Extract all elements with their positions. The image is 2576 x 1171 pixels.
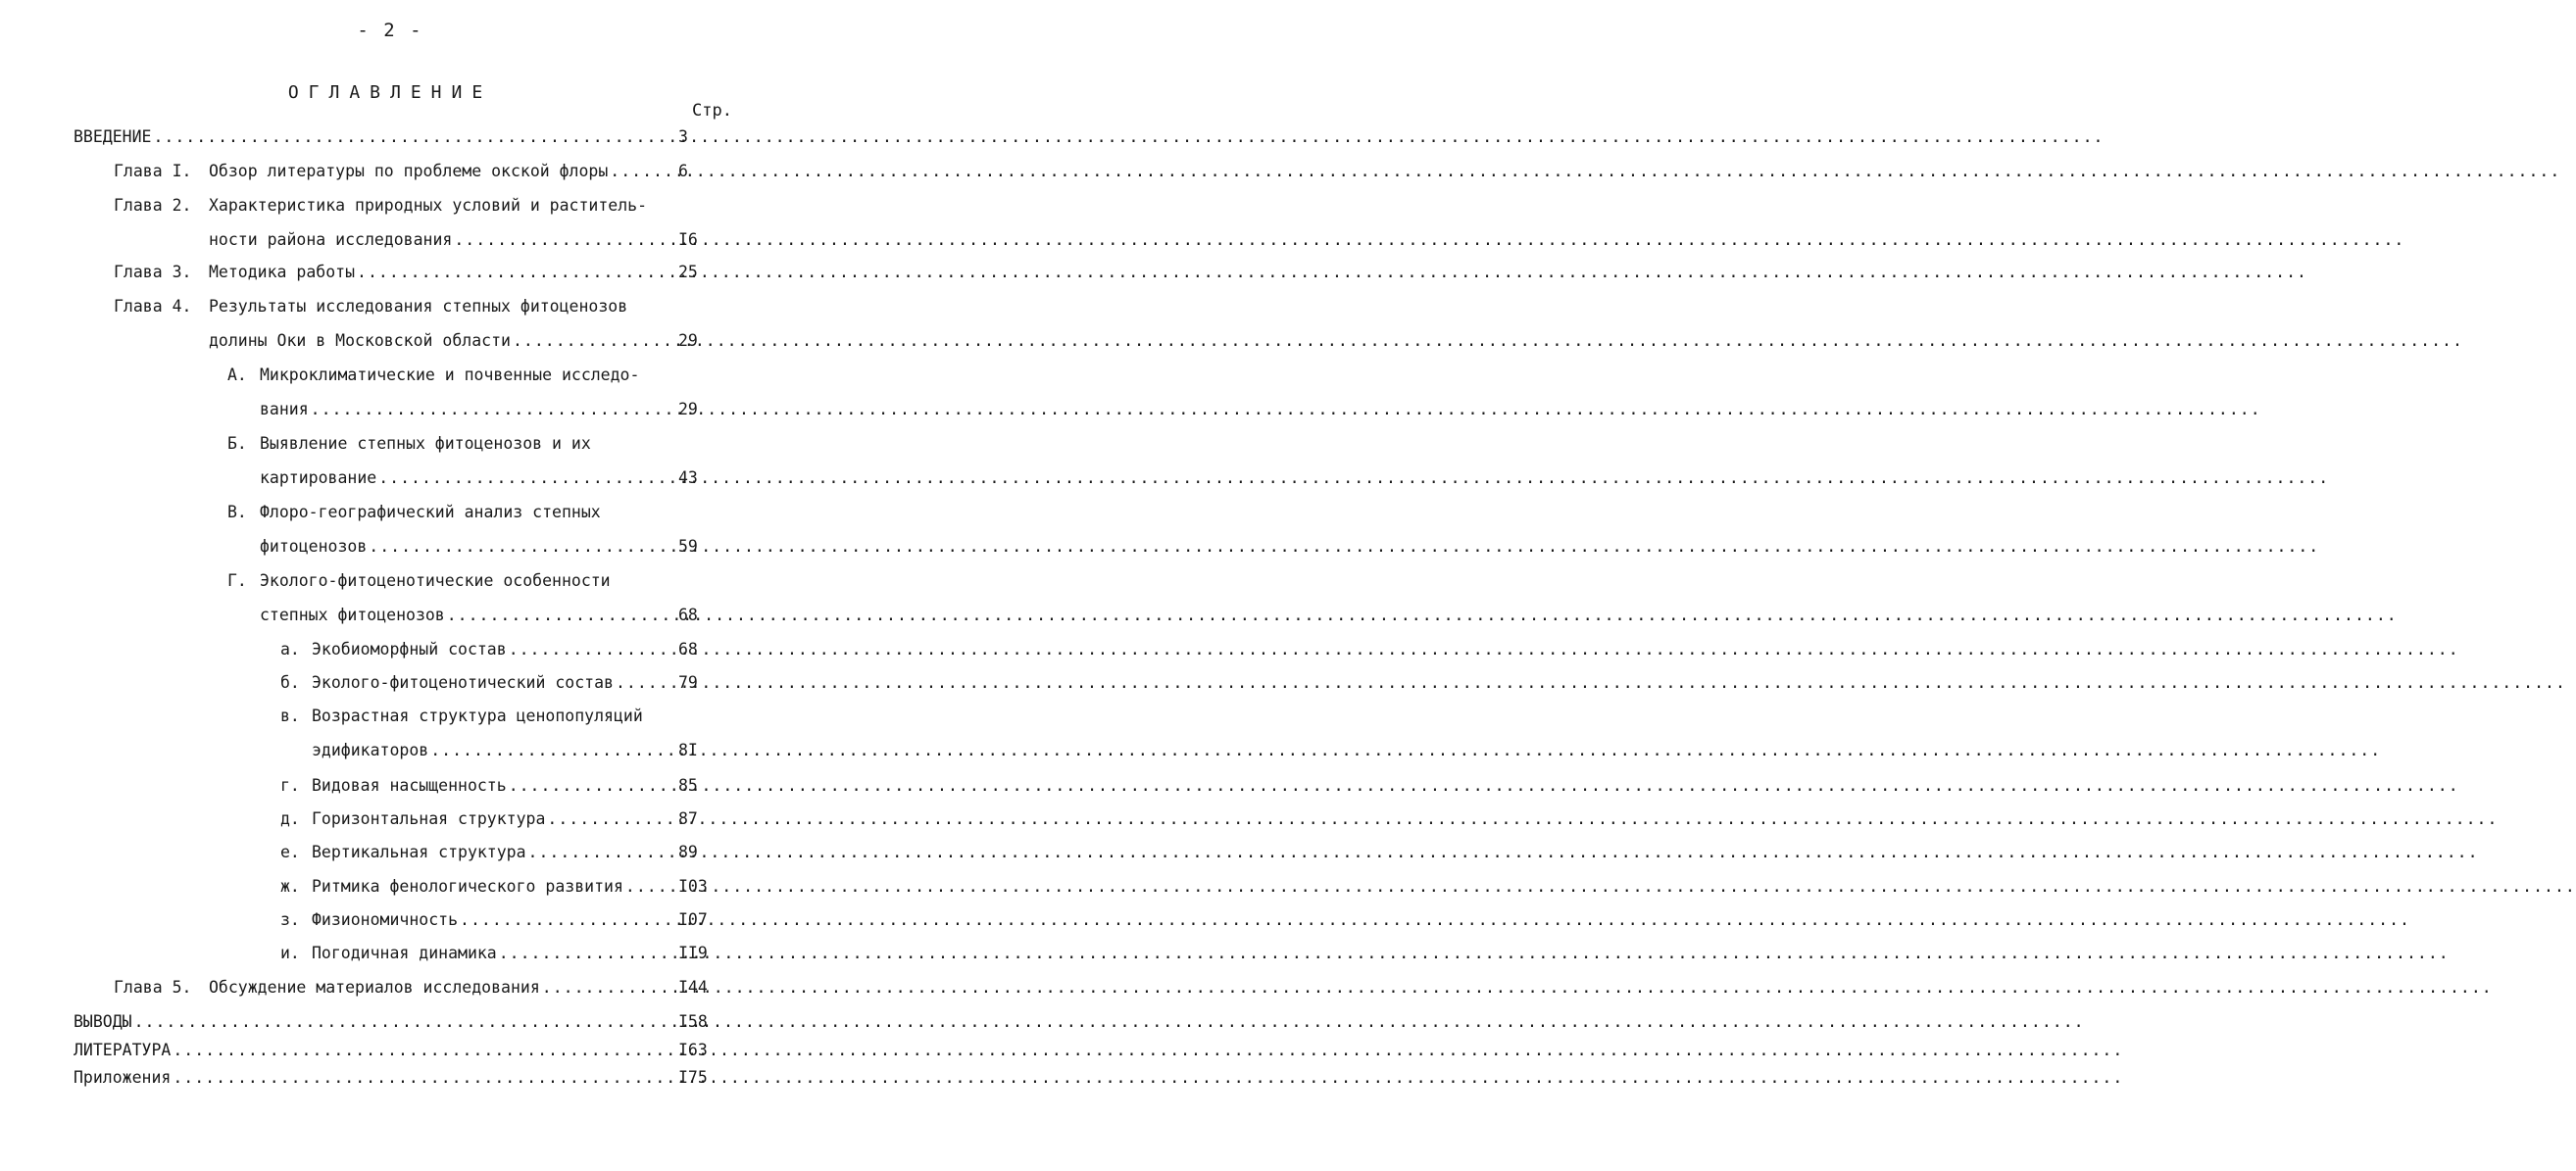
- toc-entry-continuation[interactable]: [312, 741, 678, 760]
- toc-entry-text: Выявление степных фитоценозов и их: [260, 434, 591, 453]
- leader-dots: [542, 978, 2493, 998]
- toc-entry-text-continuation: эдификаторов: [312, 741, 429, 759]
- toc-entry-label: в.: [280, 707, 300, 725]
- toc-entry-label: В.: [227, 503, 247, 521]
- toc-entry-label: Глава 2.: [114, 196, 192, 215]
- page-number: - 2 -: [357, 20, 423, 41]
- toc-entry-label: Глава 5.: [114, 978, 192, 997]
- toc-entry-text: Результаты исследования степных фитоценозов: [209, 297, 628, 316]
- toc-entry-page: 8I: [678, 741, 698, 759]
- toc-entry[interactable]: [209, 162, 678, 181]
- page-column-header: Стр.: [692, 101, 732, 121]
- toc-entry-label: Глава I.: [114, 162, 192, 180]
- toc-entry[interactable]: [74, 1068, 678, 1088]
- toc-entry-page: 59: [678, 537, 698, 556]
- toc-entry-page: I07: [678, 910, 708, 929]
- toc-entry-text: Видовая насыщенность: [312, 776, 507, 795]
- toc-entry[interactable]: [312, 944, 678, 963]
- toc-entry-label: и.: [280, 944, 300, 962]
- leader-dots: [460, 910, 2410, 930]
- toc-entry[interactable]: [312, 776, 678, 796]
- leader-dots: [513, 331, 2463, 351]
- toc-entry-page: I6: [678, 230, 698, 249]
- toc-entry[interactable]: [74, 1041, 678, 1060]
- toc-entry-page: 29: [678, 400, 698, 418]
- leader-dots: [509, 776, 2459, 796]
- leader-dots: [447, 606, 2398, 625]
- leader-dots: [311, 400, 2261, 419]
- toc-entry-page: 89: [678, 843, 698, 861]
- toc-entry-text: Физиономичность: [312, 910, 459, 929]
- leader-dots: [153, 127, 2104, 147]
- toc-entry[interactable]: [312, 640, 678, 659]
- toc-entry-continuation[interactable]: [260, 400, 678, 419]
- toc-entry-page: 3: [678, 127, 688, 146]
- toc-entry-text-continuation: картирование: [260, 468, 377, 487]
- toc-entry[interactable]: [209, 263, 678, 282]
- toc-entry-text: Микроклиматические и почвенные исследо-: [260, 366, 640, 384]
- toc-entry[interactable]: [312, 809, 678, 829]
- toc-entry-page: 68: [678, 640, 698, 659]
- toc-entry-label: Глава 3.: [114, 263, 192, 281]
- toc-entry-label: з.: [280, 910, 300, 929]
- leader-dots: [173, 1068, 2123, 1088]
- toc-entry-text-continuation: долины Оки в Московской области: [209, 331, 511, 350]
- leader-dots: [547, 809, 2498, 829]
- toc-entry-text: Горизонтальная структура: [312, 809, 546, 828]
- toc-entry-text: Методика работы: [209, 263, 356, 281]
- toc-entry-label: г.: [280, 776, 300, 795]
- toc-entry-label: ж.: [280, 877, 300, 896]
- toc-entry-page: I75: [678, 1068, 708, 1087]
- toc-entry-text: Обсуждение материалов исследования: [209, 978, 540, 997]
- toc-entry-label: б.: [280, 673, 300, 692]
- toc-entry-text: Обзор литературы по проблеме окской флоры: [209, 162, 609, 180]
- toc-entry-label: Г.: [227, 571, 247, 590]
- toc-entry[interactable]: [74, 127, 678, 147]
- toc-entry-page: II9: [678, 944, 708, 962]
- leader-dots: [357, 263, 2307, 282]
- toc-entry-continuation[interactable]: [260, 606, 678, 625]
- toc-entry-text: Ритмика фенологического развития: [312, 877, 623, 896]
- toc-entry[interactable]: [74, 1012, 678, 1032]
- toc-entry-page: 6: [678, 162, 688, 180]
- leader-dots: [499, 944, 2450, 963]
- toc-entry-text: Эколого-фитоценотический состав: [312, 673, 614, 692]
- toc-entry-label: е.: [280, 843, 300, 861]
- table-of-contents: [0, 0, 780, 1171]
- leader-dots: [610, 162, 2560, 181]
- toc-entry-page: 25: [678, 263, 698, 281]
- toc-entry-text-continuation: степных фитоценозов: [260, 606, 445, 624]
- toc-entry[interactable]: [312, 877, 678, 897]
- page-title: ОГЛАВЛЕНИЕ: [287, 82, 493, 103]
- leader-dots: [616, 673, 2566, 693]
- toc-entry-text-continuation: ности района исследования: [209, 230, 453, 249]
- toc-entry-text: Возрастная структура ценопопуляций: [312, 707, 643, 725]
- toc-entry-continuation[interactable]: [209, 230, 678, 250]
- leader-dots: [509, 640, 2459, 659]
- toc-entry[interactable]: [209, 978, 678, 998]
- toc-entry-page: I58: [678, 1012, 708, 1031]
- toc-entry-text: ВЫВОДЫ: [74, 1012, 132, 1031]
- toc-entry-page: 43: [678, 468, 698, 487]
- toc-entry-text-continuation: вания: [260, 400, 309, 418]
- toc-entry-text: Вертикальная структура: [312, 843, 526, 861]
- toc-entry-text: ВВЕДЕНИЕ: [74, 127, 152, 146]
- toc-entry-page: 68: [678, 606, 698, 624]
- toc-entry-page: I63: [678, 1041, 708, 1059]
- leader-dots: [625, 877, 2576, 897]
- toc-entry[interactable]: [312, 843, 678, 862]
- toc-entry-label: а.: [280, 640, 300, 659]
- toc-entry-label: д.: [280, 809, 300, 828]
- toc-entry-label: Глава 4.: [114, 297, 192, 316]
- toc-entry-continuation[interactable]: [260, 468, 678, 488]
- toc-entry-page: I03: [678, 877, 708, 896]
- toc-entry[interactable]: [312, 673, 678, 693]
- toc-entry-label: А.: [227, 366, 247, 384]
- leader-dots: [369, 537, 2319, 557]
- toc-entry-text: Погодичная динамика: [312, 944, 497, 962]
- toc-entry-text: Эколого-фитоценотические особенности: [260, 571, 611, 590]
- toc-entry-text: Характеристика природных условий и раститель-: [209, 196, 648, 215]
- toc-entry-text: Приложения: [74, 1068, 172, 1087]
- toc-entry[interactable]: [312, 910, 678, 930]
- toc-entry-continuation[interactable]: [260, 537, 678, 557]
- leader-dots: [173, 1041, 2123, 1060]
- toc-entry-continuation[interactable]: [209, 331, 678, 351]
- toc-entry-text-continuation: фитоценозов: [260, 537, 368, 556]
- leader-dots: [378, 468, 2329, 488]
- toc-entry-page: 85: [678, 776, 698, 795]
- toc-entry-page: 87: [678, 809, 698, 828]
- toc-entry-page: 29: [678, 331, 698, 350]
- leader-dots: [528, 843, 2479, 862]
- toc-entry-text: Экобиоморфный состав: [312, 640, 507, 659]
- leader-dots: [134, 1012, 2085, 1032]
- toc-entry-text: ЛИТЕРАТУРА: [74, 1041, 172, 1059]
- toc-entry-label: Б.: [227, 434, 247, 453]
- toc-entry-page: I44: [678, 978, 708, 997]
- toc-entry-page: 79: [678, 673, 698, 692]
- leader-dots: [454, 230, 2404, 250]
- toc-entry-text: Флоро-географический анализ степных: [260, 503, 601, 521]
